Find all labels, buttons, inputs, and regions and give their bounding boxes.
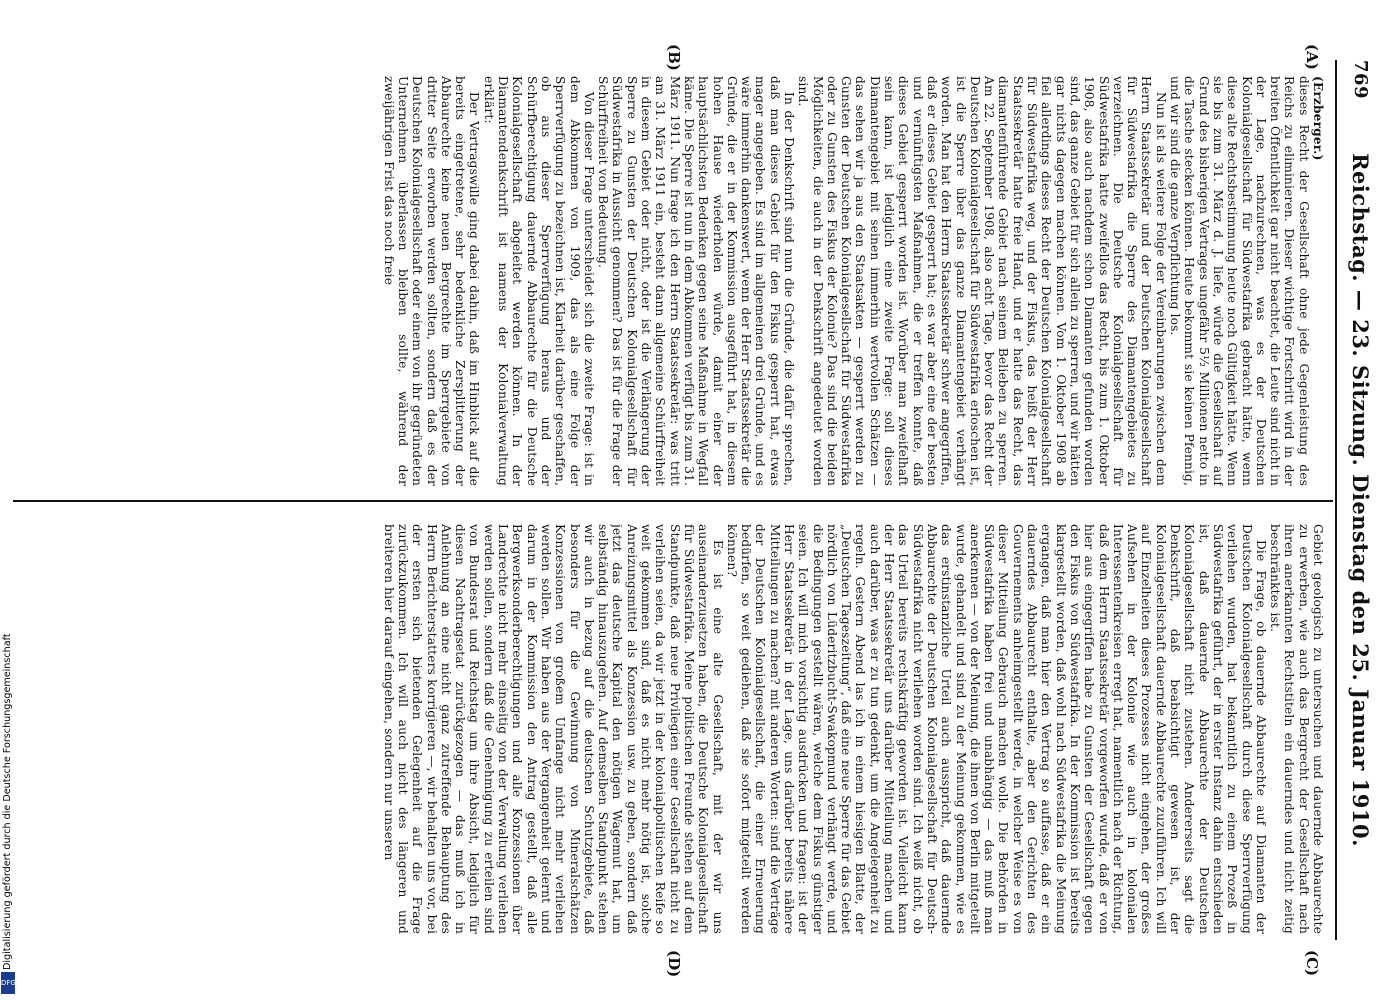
page-title: Reichstag. — 23. Sitzung. Dienstag den 25. Januar 1910. <box>1348 153 1373 847</box>
page-header <box>1343 60 1377 940</box>
digitization-notice-text: Digitalisierung gefördert durch die Deutsche Forschungsgemeinschaft <box>2 633 13 970</box>
digitization-notice <box>2 610 16 990</box>
paragraph: Von dieser Frage unterscheidet sich die zweite Frage: ist in dem Abkommen von 1909, das als eine Folge der Sperrverfügung zu bezeichnen ist, Klarheit darüber geschaffen, ob aus dieser Sperrverfügung heraus und der Schürfberechtigung dauernde Abbaurechte für die Deutsche Kolonialgesellschaft abgeleitet werden können. In der Diamantendenkschrift ist namens der Kolonialverwaltung erklärt: <box>481 76 596 486</box>
header-rule <box>1335 60 1337 940</box>
paragraph: Die Frage, ob dauernde Abbaurechte auf Diamanten der Deutschen Kolonialgesellschaft durch diese Sperrverfügung verliehen wurden, hat bekanntlich zu einem Prozeß in Südwestafrika geführt, der in erster Instanz dahin entschieden ist, daß dauernde Abbaurechte der Deutschen Kolonialgesellschaft nicht zustehen. Andererseits sagt die Denkschrift, daß beabsichtigt gewesen ist, der Kolonialgesellschaft dauernde Abbaurechte zuzuführen. Ich will auf Einzelheiten dieses Prozesses nicht eingehen, der großes Aufsehen in der Kolonie wie auch in kolonialen Interessentenkreisen erregt hat, namentlich nach der Richtung, daß dem Herrn Staatssekretär vorgeworfen wurde, daß er von hier aus eingegriffen habe zu Gunsten der Gesellschaft gegen den Fiskus von Südwestafrika. In der Kommission ist bereits klargestellt worden, daß wohl nach Südwestafrika die Meinung ergangen, daß man hier den Vertrag so auffasse, daß er ein dauerndes Abbaurecht enthalte, aber den Gerichten des Gouvernements anheimgestellt werde, in welcher Weise es von dieser Mitteilung Gebrauch machen wolle. Die Behörden in Südwestafrika haben frei und unabhängig — das muß man anerkennen — von der Meinung, die ihnen von Berlin mitgeteilt wurde, gehandelt und sind zu der Meinung gekommen, wie es das erstinstanzliche Urteil auch ausspricht, daß dauernde Abbaurechte der Deutschen Kolonialgesellschaft für Deutsch-Südwestafrika nicht verliehen worden sind. Ich weiß nicht, ob das Urteil bereits rechtskräftig geworden ist. Vielleicht kann der Herr Staatssekretär uns darüber Mitteilung machen und auch darüber, was er zu tun gedenkt, um die Angelegenheit zu regeln. Gestern Abend las ich in einem hiesigen Blatte, der „Deutschen Tageszeitung“, daß eine neue Sperre für das Gebiet nördlich von Lüderitzbucht-Swakopmund verhängt werde, und die Bedingungen gestellt wären, welche dem Fiskus günstiger seien. Ich will mich vorsichtig ausdrücken und fragen: ist der Herr Staatssekretär in der Lage, uns darüber bereits nähere Mitteilungen zu machen? mit anderen Worten: sind die Verträge der Deutschen Kolonialgesellschaft, die einer Erneuerung bedürfen, so weit gediehen, daß sie sofort mitgeteilt werden können? <box>724 524 1268 934</box>
speaker-name: (Erzberger.) <box>1311 76 1325 161</box>
margin-mark-d: (D) <box>665 950 683 978</box>
dfg-logo: DFG <box>1 972 15 994</box>
quoted-paragraph: Gebiet geologisch zu untersuchen und dauernde Abbaurechte zu erwerben, wie auch das Bergrecht der Gesellschaft nach ihren anerkannten Rechtstiteln ein dauerndes und nicht zeitig beschränktes ist. <box>1268 524 1325 934</box>
left-column <box>15 76 1325 486</box>
quoted-paragraph: Der Vertragswille ging dabei dahin, daß im Hinblick auf die bereits eingetretene, sehr bedenkliche Zersplitterung der Abbaurechte keine neuen Bergrechte im Sperrgebiete von dritter Seite erworben werden sollten, sondern daß es der Deutschen Kolonialgesellschaft oder einem von ihr gegründeten Unternehmen überlassen bleiben sollte, während der zweijährigen Frist das noch freie <box>381 76 482 486</box>
paragraph: In der Denkschrift sind nun die Gründe, die dafür sprechen, daß man dieses Gebiet für den Fiskus gesperrt hat, etwas mager angegeben. Es sind im allgemeinen drei Gründe, und es wäre immerhin dankenswert, wenn der Herr Staatssekretär die Gründe, die er in der Kommission ausgeführt hat, in diesem hohen Hause wiederholen würde, damit einer der hauptsächlichsten Bedenken gegen seine Maßnahme in Wegfall käme. Die Sperre ist nun in dem Abkommen verfügt bis zum 31. März 1911. Nun frage ich den Herrn Staatssekretär: was tritt am 31. März 1911 ein, besteht dann allgemeine Schürffreiheit in diesem Gebiet oder nicht, oder ist die Verlängerung der Sperre zu Gunsten der Deutschen Kolonialgesellschaft für Südwestafrika in Aussicht genommen? Das ist für die Frage der Schürffreiheit von Bedeutung. <box>596 76 797 486</box>
paragraph: dieses Recht der Gesellschaft ohne jede Gegenleistung des Reichs zu eliminieren. Dieser wichtige Fortschritt wird in der breiten Öffentlichkeit gar nicht beachtet, die Leute sind nicht in der Lage, nachzurechnen, was es der Deutschen Kolonialgesellschaft für Südwestafrika gebracht hätte, wenn diese alte Rechtsbestimmung heute noch Gültigkeit hätte. Wenn sie bis zum 31. März d. J. liefe, würde die Gesellschaft auf Grund des bisherigen Vertrages ungefähr 5½ Millionen netto in die Tasche stecken können. Heute bekommt sie keinen Pfennig, und wir sind die ganze Verpflichtung los. <box>1168 76 1311 486</box>
right-column <box>15 524 1325 934</box>
page-number: 769 <box>1350 60 1371 100</box>
margin-mark-b: (B) <box>665 44 683 71</box>
margin-mark-c: (C) <box>1303 950 1321 977</box>
paragraph: Es ist eine alte Gesellschaft, mit der wir uns auseinanderzusetzen haben, die Deutsche Kolonialgesellschaft für Südwestafrika. Meine politischen Freunde stehen auf dem Standpunkte, daß neue Privilegien einer Gesellschaft nicht zu verleihen seien, da wir jetzt in der kolonialpolitischen Reife so weit gekommen sind, daß es nicht mehr nötig ist, solche Anreizungsmittel als Konzession usw. zu geben, sondern daß jetzt das deutsche Kapital den nötigen Wagemut hat, um selbständig hinauszugehen. Auf demselben Standpunkt stehen wir auch in bezug auf die deutschen Schutzgebiete, daß besonders für die Gewinnung von Mineralschätzen Konzessionen von großem Umfange nicht mehr verliehen werden sollen. Wir haben aus der Vergangenheit gelernt und darum in der Kommission den Antrag gestellt, daß alle Bergwerksonderberechtigungen und alle Konzessionen über Landrechte nicht mehr einseitig von der Verwaltung verliehen werden sollen, sondern daß die Genehmigung zu erteilen sind von Bundesrat und Reichstag um ihre Absicht, lediglich für diesen Nachtragsetat zurückgezogen — das muß ich in Anlehnung an eine nicht ganz zutreffende Behauptung des Herrn Berichterstatters korrigieren —, wir behalten uns vor, bei der ersten sich bietenden Gelegenheit auf die Frage zurückzukommen. Ich will auch nicht des längeren und breiteren hier darauf eingehen, sondern nur unseren <box>381 524 725 934</box>
column-divider <box>13 500 1333 502</box>
margin-mark-a: (A) <box>1303 44 1321 70</box>
paragraph: Nun ist als weitere Folge der Vereinbarungen zwischen dem Herrn Staatssekretär und der Deutschen Kolonialgesellschaft für Südwestafrika die Sperre des Diamantengebietes zu verzeichnen. Die Deutsche Kolonialgesellschaft für Südwestafrika hatte zweifellos das Recht, bis zum 1. Oktober 1908, also auch nachdem schon Diamanten gefunden worden sind, das ganze Gebiet für sich allein zu sperren, und wir hätten gar nichts dagegen machen können. Vom 1. Oktober 1908 ab fiel allerdings dieses Recht der Deutschen Kolonialgesellschaft für Südwestafrika weg, und der Fiskus, das heißt der Herr Staatssekretär hatte freie Hand, und er hatte das Recht, das diamantenführende Gebiet nach seinem Belieben zu sperren. Am 22. September 1908, also acht Tage, bevor das Recht der Deutschen Kolonialgesellschaft für Südwestafrika erloschen ist, ist die Sperre über das ganze Diamantengebiet verhängt worden. Man hat den Herrn Staatssekretär schwer angegriffen, daß er dieses Gebiet gesperrt hat; es war aber eine der besten und vernünftigsten Maßnahmen, die er treffen konnte, daß dieses Gebiet gesperrt worden ist. Worüber man zweifelhaft sein kann, ist lediglich eine zweite Frage: soll dieses Diamantengebiet mit seinen immerhin wertvollen Schätzen — das sehen wir ja aus den Staatsakten — gesperrt werden zu Gunsten der Deutschen Kolonialgesellschaft für Südwestafrika oder zu Gunsten des Fiskus der Kolonie? Das sind die beiden Möglichkeiten, die auch in der Denkschrift angedeutet worden sind. <box>796 76 1168 486</box>
